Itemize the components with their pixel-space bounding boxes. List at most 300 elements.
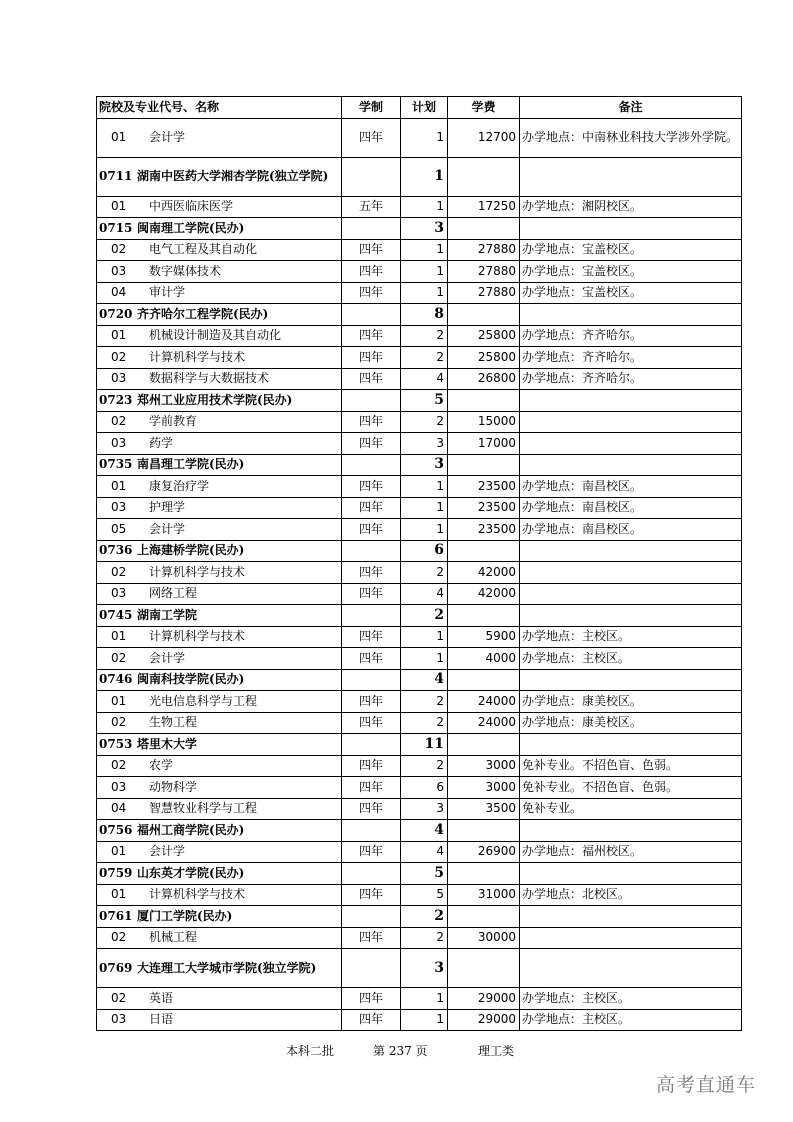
remark-cell <box>520 605 742 627</box>
major-name-cell <box>97 648 342 670</box>
major-code: 04 <box>111 801 127 816</box>
duration-cell <box>342 906 401 928</box>
remark-cell: 办学地点：主校区。 <box>520 648 742 670</box>
plan-cell: 3 <box>401 949 448 988</box>
duration-cell: 四年 <box>342 239 401 261</box>
table-body <box>97 118 742 1031</box>
school-name: 南昌理工学院(民办) <box>137 457 245 472</box>
school-name: 齐齐哈尔工程学院(民办) <box>137 306 269 321</box>
major-code: 03 <box>111 586 127 601</box>
major-row <box>97 583 742 605</box>
major-row <box>97 884 742 906</box>
duration-cell: 四年 <box>342 648 401 670</box>
remark-cell: 办学地点：主校区。 <box>520 988 742 1010</box>
major-name-cell <box>97 433 342 455</box>
plan-cell: 3 <box>401 218 448 240</box>
school-name-cell <box>97 390 342 412</box>
fee-cell: 26900 <box>448 841 520 863</box>
major-name: 网络工程 <box>149 586 198 601</box>
duration-cell: 四年 <box>342 433 401 455</box>
fee-cell <box>448 863 520 885</box>
remark-cell <box>520 734 742 756</box>
fee-cell: 23500 <box>448 519 520 541</box>
major-name-cell <box>97 368 342 390</box>
major-name-cell <box>97 476 342 498</box>
duration-cell: 四年 <box>342 841 401 863</box>
major-name: 审计学 <box>149 285 186 300</box>
duration-cell: 四年 <box>342 519 401 541</box>
fee-cell: 17250 <box>448 196 520 218</box>
remark-cell: 办学地点：宝盖校区。 <box>520 239 742 261</box>
school-code: 0759 <box>99 865 133 880</box>
duration-cell: 五年 <box>342 196 401 218</box>
major-name-cell <box>97 712 342 734</box>
school-name-cell <box>97 540 342 562</box>
fee-cell: 3500 <box>448 798 520 820</box>
school-name-cell <box>97 734 342 756</box>
duration-cell <box>342 454 401 476</box>
major-row <box>97 1009 742 1031</box>
plan-cell: 1 <box>401 157 448 196</box>
fee-cell <box>448 820 520 842</box>
major-name: 农学 <box>149 758 174 773</box>
fee-cell <box>448 454 520 476</box>
major-name: 会计学 <box>149 650 186 665</box>
fee-cell: 42000 <box>448 583 520 605</box>
school-name-cell <box>97 820 342 842</box>
remark-cell <box>520 304 742 326</box>
school-row <box>97 540 742 562</box>
remark-cell <box>520 583 742 605</box>
fee-cell <box>448 540 520 562</box>
duration-cell <box>342 540 401 562</box>
major-code: 01 <box>111 629 127 644</box>
duration-cell <box>342 669 401 691</box>
major-row <box>97 411 742 433</box>
duration-cell <box>342 304 401 326</box>
major-name: 计算机科学与技术 <box>149 349 246 364</box>
plan-cell: 4 <box>401 368 448 390</box>
plan-cell: 1 <box>401 118 448 157</box>
remark-cell: 办学地点：宝盖校区。 <box>520 282 742 304</box>
major-name-cell <box>97 497 342 519</box>
fee-cell <box>448 734 520 756</box>
major-name: 康复治疗学 <box>149 478 210 493</box>
major-row <box>97 841 742 863</box>
major-row <box>97 648 742 670</box>
plan-cell: 6 <box>401 777 448 799</box>
fee-cell: 27880 <box>448 261 520 283</box>
plan-cell: 1 <box>401 1009 448 1031</box>
major-name-cell <box>97 325 342 347</box>
major-row <box>97 519 742 541</box>
remark-cell: 办学地点：齐齐哈尔。 <box>520 368 742 390</box>
remark-cell: 办学地点：北校区。 <box>520 884 742 906</box>
fee-cell: 24000 <box>448 712 520 734</box>
major-row <box>97 433 742 455</box>
school-row <box>97 669 742 691</box>
duration-cell <box>342 390 401 412</box>
plan-cell: 2 <box>401 927 448 949</box>
major-row <box>97 562 742 584</box>
remark-cell <box>520 820 742 842</box>
remark-cell: 免补专业。不招色盲、色弱。 <box>520 755 742 777</box>
fee-cell: 23500 <box>448 476 520 498</box>
footer-batch: 本科二批 <box>286 1044 335 1058</box>
major-name: 日语 <box>149 1012 174 1027</box>
major-name-cell <box>97 841 342 863</box>
school-name-cell <box>97 157 342 196</box>
school-name-cell <box>97 863 342 885</box>
plan-cell: 2 <box>401 411 448 433</box>
plan-cell: 3 <box>401 798 448 820</box>
school-code: 0746 <box>99 672 133 687</box>
remark-cell: 办学地点：齐齐哈尔。 <box>520 325 742 347</box>
major-row <box>97 261 742 283</box>
major-row <box>97 368 742 390</box>
duration-cell: 四年 <box>342 411 401 433</box>
duration-cell: 四年 <box>342 988 401 1010</box>
header-remark: 备注 <box>520 97 742 119</box>
plan-cell: 5 <box>401 863 448 885</box>
fee-cell: 5900 <box>448 626 520 648</box>
remark-cell <box>520 411 742 433</box>
major-name-cell <box>97 261 342 283</box>
school-name: 湖南工学院 <box>137 607 198 622</box>
plan-cell: 2 <box>401 325 448 347</box>
fee-cell: 27880 <box>448 239 520 261</box>
school-name-cell <box>97 605 342 627</box>
plan-cell: 5 <box>401 884 448 906</box>
duration-cell: 四年 <box>342 497 401 519</box>
fee-cell: 17000 <box>448 433 520 455</box>
remark-cell <box>520 157 742 196</box>
fee-cell: 23500 <box>448 497 520 519</box>
fee-cell: 31000 <box>448 884 520 906</box>
plan-cell: 2 <box>401 562 448 584</box>
duration-cell <box>342 157 401 196</box>
major-name: 电气工程及其自动化 <box>149 242 258 257</box>
major-name-cell <box>97 927 342 949</box>
school-row <box>97 820 742 842</box>
plan-cell: 2 <box>401 906 448 928</box>
major-row <box>97 712 742 734</box>
major-name: 英语 <box>149 990 174 1005</box>
fee-cell: 4000 <box>448 648 520 670</box>
duration-cell: 四年 <box>342 626 401 648</box>
plan-cell: 1 <box>401 519 448 541</box>
school-code: 0769 <box>99 960 133 975</box>
major-name-cell <box>97 196 342 218</box>
remark-cell <box>520 949 742 988</box>
school-name: 上海建桥学院(民办) <box>137 543 245 558</box>
major-name: 机械工程 <box>149 930 198 945</box>
school-name: 塔里木大学 <box>137 736 198 751</box>
remark-cell <box>520 390 742 412</box>
duration-cell: 四年 <box>342 261 401 283</box>
major-name: 护理学 <box>149 500 186 515</box>
major-name-cell <box>97 884 342 906</box>
remark-cell: 办学地点：南昌校区。 <box>520 476 742 498</box>
school-code: 0756 <box>99 822 133 837</box>
school-code: 0761 <box>99 908 133 923</box>
major-name: 数字媒体技术 <box>149 263 222 278</box>
major-code: 02 <box>111 349 127 364</box>
major-code: 01 <box>111 844 127 859</box>
plan-cell: 4 <box>401 841 448 863</box>
duration-cell <box>342 734 401 756</box>
school-code: 0753 <box>99 736 133 751</box>
remark-cell <box>520 433 742 455</box>
plan-cell: 1 <box>401 239 448 261</box>
major-row <box>97 497 742 519</box>
remark-cell: 办学地点：宝盖校区。 <box>520 261 742 283</box>
major-name-cell <box>97 755 342 777</box>
major-row <box>97 347 742 369</box>
duration-cell: 四年 <box>342 118 401 157</box>
plan-cell: 11 <box>401 734 448 756</box>
school-name-cell <box>97 949 342 988</box>
major-name: 会计学 <box>149 130 186 144</box>
major-name-cell <box>97 282 342 304</box>
table-header-row <box>97 97 742 119</box>
header-fee: 学费 <box>448 97 520 119</box>
fee-cell <box>448 669 520 691</box>
school-code: 0720 <box>99 306 133 321</box>
duration-cell: 四年 <box>342 583 401 605</box>
major-code: 03 <box>111 1012 127 1027</box>
major-code: 02 <box>111 715 127 730</box>
fee-cell: 15000 <box>448 411 520 433</box>
plan-cell: 1 <box>401 626 448 648</box>
footer-page: 第 237 页 <box>373 1044 428 1058</box>
major-name-cell <box>97 583 342 605</box>
major-row <box>97 626 742 648</box>
school-code: 0711 <box>99 169 133 183</box>
major-row <box>97 798 742 820</box>
major-name: 机械设计制造及其自动化 <box>149 328 282 343</box>
fee-cell: 27880 <box>448 282 520 304</box>
major-name: 光电信息科学与工程 <box>149 693 258 708</box>
duration-cell <box>342 820 401 842</box>
duration-cell: 四年 <box>342 347 401 369</box>
plan-cell: 1 <box>401 648 448 670</box>
remark-cell <box>520 562 742 584</box>
plan-cell: 1 <box>401 497 448 519</box>
watermark: 高考直通车 <box>656 1074 757 1096</box>
duration-cell: 四年 <box>342 777 401 799</box>
major-name-cell <box>97 411 342 433</box>
plan-cell: 3 <box>401 433 448 455</box>
fee-cell: 29000 <box>448 988 520 1010</box>
major-name-cell <box>97 347 342 369</box>
fee-cell: 3000 <box>448 777 520 799</box>
remark-cell: 办学地点：主校区。 <box>520 626 742 648</box>
duration-cell: 四年 <box>342 755 401 777</box>
school-name: 福州工商学院(民办) <box>137 822 245 837</box>
fee-cell: 25800 <box>448 347 520 369</box>
plan-cell: 2 <box>401 691 448 713</box>
duration-cell: 四年 <box>342 884 401 906</box>
plan-cell: 4 <box>401 583 448 605</box>
plan-cell: 2 <box>401 347 448 369</box>
major-name: 计算机科学与技术 <box>149 564 246 579</box>
major-code: 02 <box>111 564 127 579</box>
plan-cell: 1 <box>401 282 448 304</box>
plan-cell: 6 <box>401 540 448 562</box>
major-row <box>97 282 742 304</box>
plan-cell: 4 <box>401 669 448 691</box>
duration-cell <box>342 949 401 988</box>
school-row <box>97 949 742 988</box>
major-code: 01 <box>111 693 127 708</box>
duration-cell: 四年 <box>342 1009 401 1031</box>
school-name-cell <box>97 304 342 326</box>
remark-cell: 办学地点：湘阴校区。 <box>520 196 742 218</box>
plan-cell: 1 <box>401 261 448 283</box>
duration-cell: 四年 <box>342 798 401 820</box>
major-code: 04 <box>111 285 127 300</box>
major-name: 中西医临床医学 <box>149 199 234 214</box>
major-name-cell <box>97 798 342 820</box>
major-name: 数据科学与大数据技术 <box>149 371 270 386</box>
fee-cell: 24000 <box>448 691 520 713</box>
major-name: 智慧牧业科学与工程 <box>149 801 258 816</box>
fee-cell: 25800 <box>448 325 520 347</box>
school-row <box>97 863 742 885</box>
remark-cell: 办学地点：康美校区。 <box>520 691 742 713</box>
school-row <box>97 390 742 412</box>
remark-cell: 办学地点：主校区。 <box>520 1009 742 1031</box>
major-row <box>97 777 742 799</box>
major-name: 动物科学 <box>149 779 198 794</box>
school-row <box>97 157 742 196</box>
plan-cell: 1 <box>401 476 448 498</box>
school-name: 厦门工学院(民办) <box>137 908 233 923</box>
major-name: 会计学 <box>149 844 186 859</box>
major-code: 01 <box>111 887 127 902</box>
major-row <box>97 239 742 261</box>
plan-cell: 4 <box>401 820 448 842</box>
duration-cell: 四年 <box>342 325 401 347</box>
remark-cell: 免补专业。不招色盲、色弱。 <box>520 777 742 799</box>
major-name: 会计学 <box>149 521 186 536</box>
fee-cell <box>448 157 520 196</box>
school-name: 山东英才学院(民办) <box>137 865 245 880</box>
school-name-cell <box>97 906 342 928</box>
fee-cell: 42000 <box>448 562 520 584</box>
plan-cell: 8 <box>401 304 448 326</box>
fee-cell <box>448 949 520 988</box>
duration-cell: 四年 <box>342 691 401 713</box>
plan-cell: 2 <box>401 605 448 627</box>
major-code: 02 <box>111 990 127 1005</box>
fee-cell: 12700 <box>448 118 520 157</box>
school-code: 0715 <box>99 220 133 235</box>
major-row <box>97 988 742 1010</box>
major-code: 02 <box>111 758 127 773</box>
major-name-cell <box>97 239 342 261</box>
remark-cell <box>520 863 742 885</box>
school-row <box>97 906 742 928</box>
major-row <box>97 118 742 157</box>
major-code: 01 <box>111 478 127 493</box>
major-name-cell <box>97 626 342 648</box>
duration-cell <box>342 605 401 627</box>
major-code: 03 <box>111 263 127 278</box>
school-row <box>97 218 742 240</box>
major-code: 02 <box>111 930 127 945</box>
major-name-cell <box>97 988 342 1010</box>
school-name-cell <box>97 218 342 240</box>
school-row <box>97 454 742 476</box>
header-name: 院校及专业代号、名称 <box>97 97 342 119</box>
school-name: 闽南理工学院(民办) <box>137 220 245 235</box>
fee-cell: 26800 <box>448 368 520 390</box>
remark-cell <box>520 927 742 949</box>
remark-cell: 办学地点：康美校区。 <box>520 712 742 734</box>
remark-cell: 办学地点：中南林业科技大学涉外学院。 <box>520 118 742 157</box>
fee-cell <box>448 605 520 627</box>
major-code: 01 <box>111 328 127 343</box>
major-name: 计算机科学与技术 <box>149 887 246 902</box>
remark-cell: 办学地点：南昌校区。 <box>520 519 742 541</box>
fee-cell: 30000 <box>448 927 520 949</box>
remark-cell: 办学地点：福州校区。 <box>520 841 742 863</box>
major-row <box>97 755 742 777</box>
plan-cell: 5 <box>401 390 448 412</box>
major-row <box>97 476 742 498</box>
duration-cell: 四年 <box>342 476 401 498</box>
duration-cell: 四年 <box>342 368 401 390</box>
major-code: 02 <box>111 650 127 665</box>
header-duration: 学制 <box>342 97 401 119</box>
duration-cell: 四年 <box>342 712 401 734</box>
major-code: 01 <box>111 130 127 144</box>
major-name-cell <box>97 691 342 713</box>
remark-cell: 办学地点：南昌校区。 <box>520 497 742 519</box>
major-name: 药学 <box>149 435 174 450</box>
school-code: 0736 <box>99 543 133 558</box>
major-code: 01 <box>111 199 127 214</box>
school-row <box>97 734 742 756</box>
major-row <box>97 325 742 347</box>
remark-cell <box>520 218 742 240</box>
header-plan: 计划 <box>401 97 448 119</box>
fee-cell <box>448 906 520 928</box>
duration-cell: 四年 <box>342 562 401 584</box>
school-name: 闽南科技学院(民办) <box>137 672 245 687</box>
school-row <box>97 605 742 627</box>
school-name-cell <box>97 454 342 476</box>
major-name: 生物工程 <box>149 715 198 730</box>
major-code: 03 <box>111 371 127 386</box>
fee-cell <box>448 390 520 412</box>
remark-cell: 办学地点：齐齐哈尔。 <box>520 347 742 369</box>
major-name-cell <box>97 519 342 541</box>
major-name-cell <box>97 118 342 157</box>
school-name: 大连理工大学城市学院(独立学院) <box>137 960 317 975</box>
major-code: 03 <box>111 500 127 515</box>
major-row <box>97 927 742 949</box>
duration-cell: 四年 <box>342 282 401 304</box>
remark-cell <box>520 669 742 691</box>
fee-cell <box>448 218 520 240</box>
school-name: 郑州工业应用技术学院(民办) <box>137 392 293 407</box>
plan-cell: 2 <box>401 755 448 777</box>
duration-cell <box>342 863 401 885</box>
remark-cell <box>520 540 742 562</box>
